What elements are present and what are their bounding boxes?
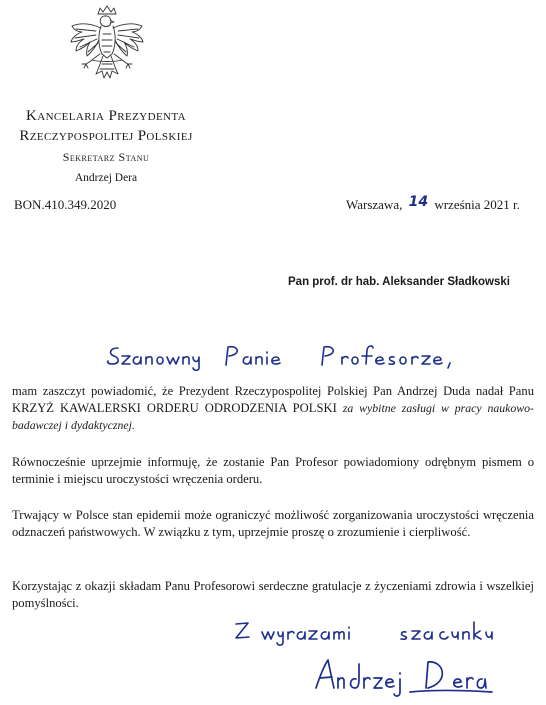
- paragraph-award: [12, 383, 534, 434]
- paragraph-award-text: mam zaszczyt powiadomić, że Prezydent Rzeczypospolitej Polskiej Pan Andrzej Duda nadał Panu KRZYŻ KAWALERSKI ORDERU ODRODZENIA POLSKI: [12, 384, 534, 415]
- office-name-line2: Rzeczypospolitej Polskiej: [19, 128, 193, 144]
- white-eagle-emblem-icon: [62, 4, 152, 94]
- addressee-title: Pan prof. dr hab.: [288, 276, 383, 288]
- handwritten-closing: [230, 612, 530, 652]
- paragraph-award-merit: za wybitne zasługi w pracy naukowo-badawczej i dydaktycznej.: [12, 401, 534, 432]
- handwritten-signature: [310, 652, 500, 700]
- paragraph-ceremony-info: Równocześnie uprzejmie informuję, że zostanie Pan Profesor powiadomiony odrębnym pismem o terminie i miejscu uroczystości wręczenia orderu.: [12, 455, 534, 486]
- date-month-year: września 2021 r.: [434, 197, 520, 212]
- official-name: Andrzej Dera: [74, 172, 138, 184]
- handwritten-salutation: [104, 340, 504, 370]
- office-header: [0, 106, 212, 188]
- official-position: Sekretarz Stanu: [62, 150, 150, 164]
- addressee-name: Aleksander Sładkowski: [382, 276, 510, 288]
- paragraph-congratulations: Korzystając z okazji składam Panu Profesorowi serdeczne gratulacje z życzeniami zdrowia i wszelkiej pomyślności.: [12, 579, 534, 610]
- date-place: Warszawa,: [346, 197, 403, 212]
- office-name-line1: Kancelaria Prezydenta: [26, 108, 186, 124]
- letter-date: [346, 194, 520, 213]
- paragraph-epidemic-notice: Trwający w Polsce stan epidemii może ograniczyć możliwość zorganizowania uroczystości wręczenia odznaczeń państwowych. W związku z tym, uprzejmie proszę o zrozumienie i cierpliwość.: [12, 508, 534, 539]
- reference-number: BON.410.349.2020: [14, 197, 117, 212]
- addressee: [288, 276, 510, 288]
- date-day-handwritten: 14: [408, 194, 429, 210]
